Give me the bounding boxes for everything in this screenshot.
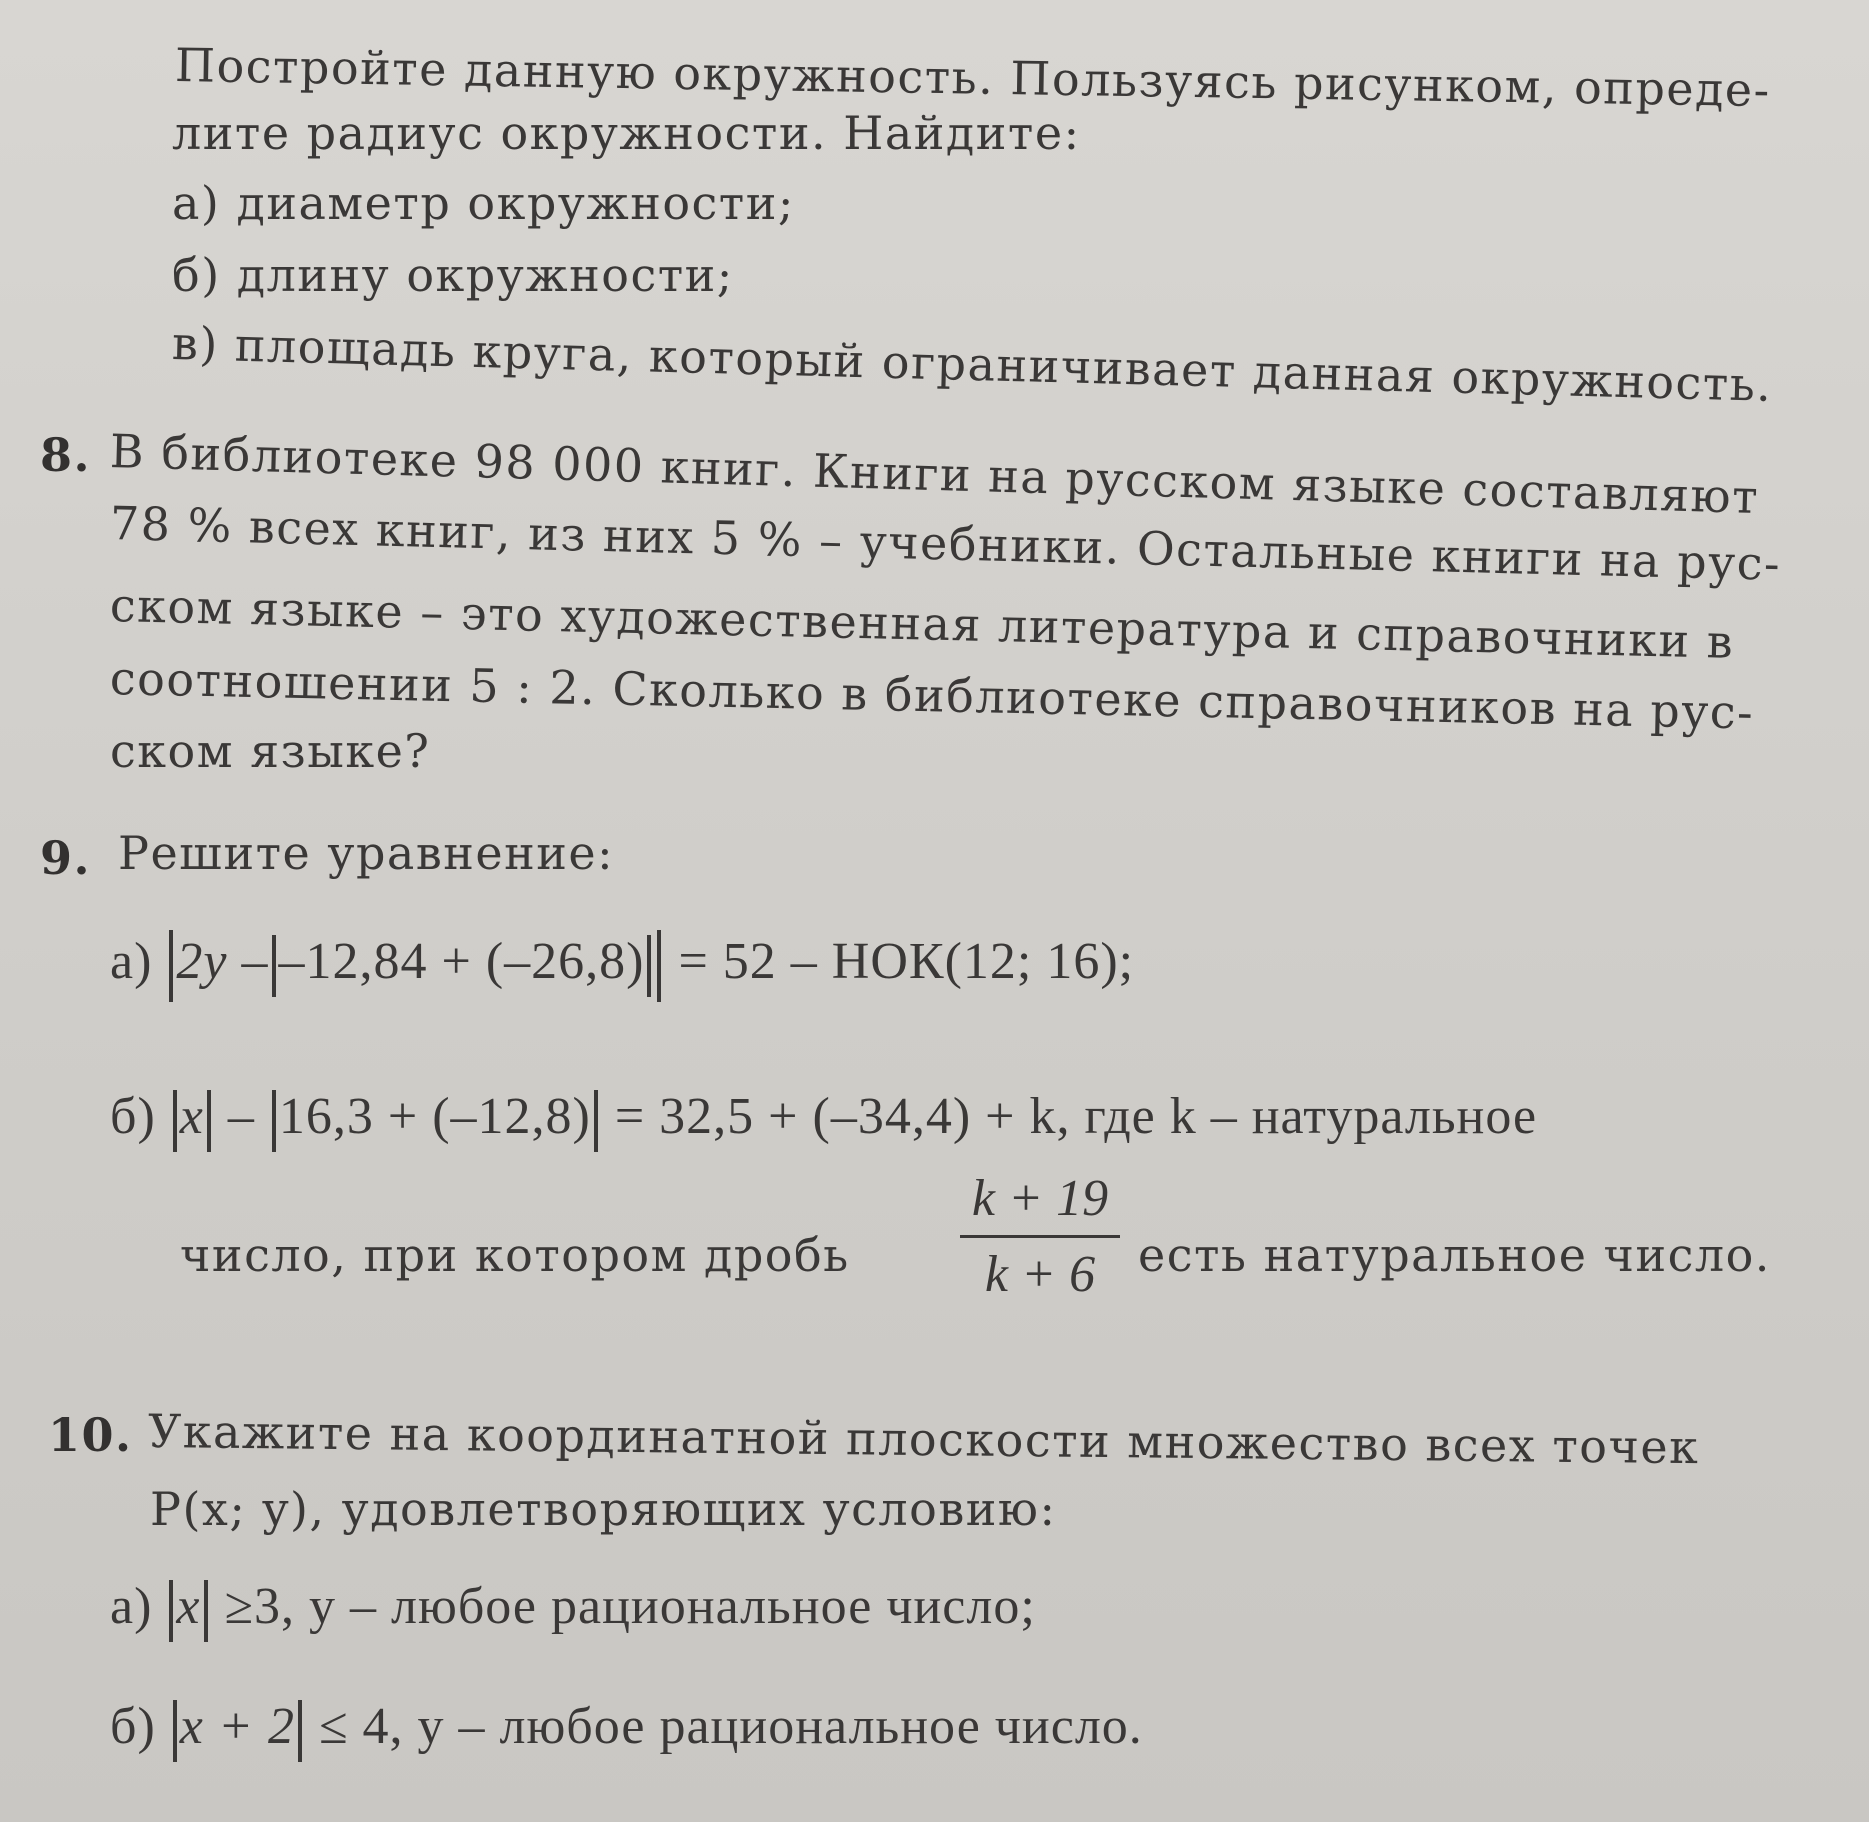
task10-a-rest: ≥3, y – любое рациональное число; <box>224 1577 1036 1635</box>
fraction-denominator: k + 6 <box>984 1246 1096 1304</box>
task9-b-line2-after: есть натуральное число. <box>1138 1228 1771 1282</box>
abs-bar-x-right <box>207 1090 211 1152</box>
intro-item-b: б) длину окружности; <box>172 248 734 302</box>
abs-bar-10a-right <box>204 1580 208 1642</box>
intro-item-c: в) площадь круга, который ограничивает данная окружность. <box>171 316 1774 412</box>
task10-b-condition <box>110 1697 1143 1762</box>
task10-number: 10. <box>48 1408 133 1462</box>
task9-a-label: а) <box>110 932 153 990</box>
task9-b-equation <box>110 1087 1538 1152</box>
abs-bar-sum-right <box>594 1090 598 1152</box>
task8-line-1: В библиотеке 98 000 книг. Книги на русском языке составляют <box>109 424 1760 525</box>
task10-b-label: б) <box>110 1697 156 1755</box>
abs-bar-inner-left <box>272 935 276 997</box>
task8-line-3: ском языке – это художественная литература и справочники в <box>109 578 1735 669</box>
task9-b-label: б) <box>110 1087 156 1145</box>
task9-b-abs-content: 16,3 + (–12,8) <box>278 1087 591 1145</box>
task10-a-label: а) <box>110 1577 153 1635</box>
intro-line-2: лите радиус окружности. Найдите: <box>172 106 1081 160</box>
task8-line-2: 78 % всех книг, из них 5 % – учебники. Остальные книги на рус- <box>109 496 1782 591</box>
task8-line-4: соотношении 5 : 2. Сколько в библиотеке справочников на рус- <box>109 651 1755 740</box>
task9-b-minus: – <box>227 1087 255 1145</box>
abs-bar-inner-right <box>647 935 651 997</box>
fraction-rule <box>960 1235 1120 1238</box>
task9-b-line2-before: число, при котором дробь <box>180 1228 850 1282</box>
fraction-numerator: k + 19 <box>971 1170 1109 1227</box>
abs-bar-outer-right <box>657 930 661 1002</box>
task9-a-equation <box>110 930 1134 1002</box>
abs-bar-sum-left <box>272 1090 276 1152</box>
task10-a-condition <box>110 1577 1036 1642</box>
abs-bar-outer-left <box>169 930 173 1002</box>
task9-a-part2: –12,84 + (–26,8) <box>278 932 645 990</box>
task10-b-rest: ≤ 4, y – любое рациональное число. <box>318 1697 1143 1755</box>
task9-b-rest: = 32,5 + (–34,4) + k, где k – натуральное <box>614 1087 1538 1145</box>
task9-a-part1: 2y – <box>176 932 269 990</box>
abs-bar-10b-right <box>298 1700 302 1762</box>
intro-item-a: а) диаметр окружности; <box>172 176 795 230</box>
abs-bar-x-left <box>173 1090 177 1152</box>
abs-bar-10a-left <box>169 1580 173 1642</box>
task8-number: 8. <box>40 428 92 482</box>
task9-b-x: x <box>179 1087 204 1145</box>
task8-line-5: ском языке? <box>110 724 431 778</box>
task9-a-part3: = 52 – НОК(12; 16); <box>678 932 1135 990</box>
task10-b-abs: x + 2 <box>179 1697 295 1755</box>
task10-line-1: Укажите на координатной плоскости множество всех точек <box>147 1404 1700 1475</box>
task10-line-2: P(x; y), удовлетворяющих условию: <box>150 1482 1057 1536</box>
abs-bar-10b-left <box>173 1700 177 1762</box>
intro-line-1: Постройте данную окружность. Пользуясь рисунком, опреде- <box>174 38 1772 118</box>
task9-title: Решите уравнение: <box>118 826 615 880</box>
task9-number: 9. <box>40 831 92 885</box>
task9-b-fraction <box>960 1170 1120 1303</box>
task10-a-x: x <box>176 1577 201 1635</box>
